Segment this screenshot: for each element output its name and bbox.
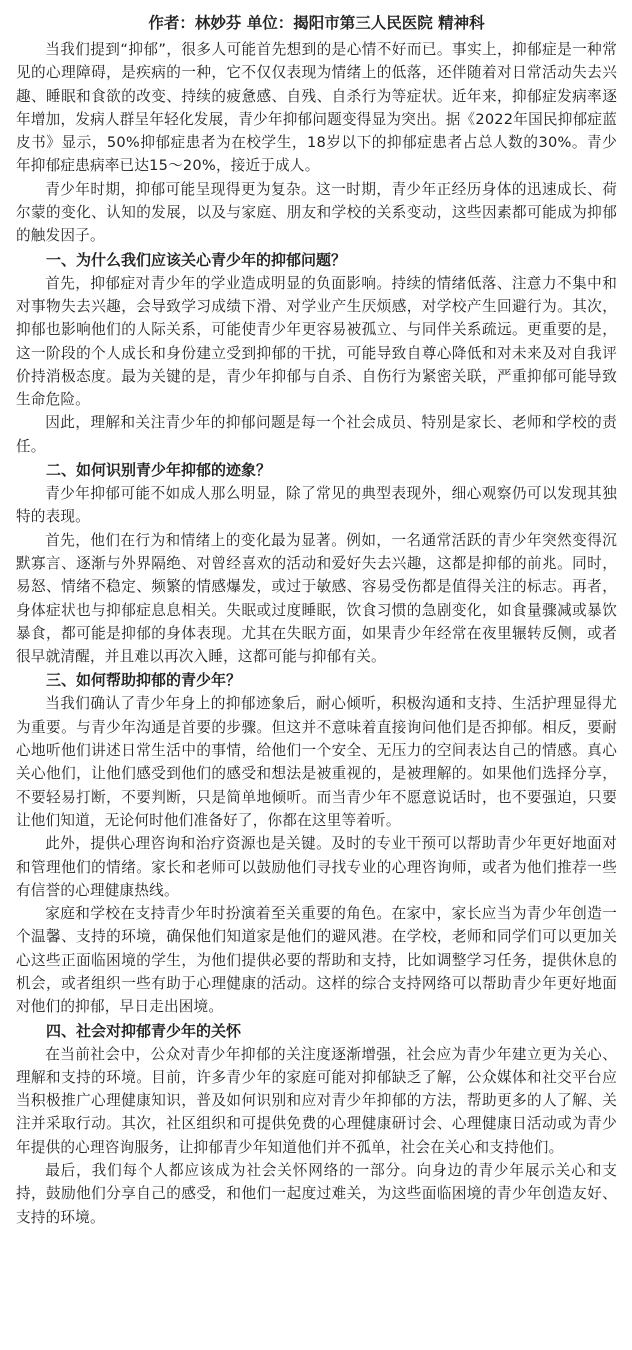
section-4-paragraph-1: 在当前社会中，公众对青少年抑郁的关注度逐渐增强，社会应为青少年建立更为关心、理解和支持的环境。目前，许多青少年的家庭可能对抑郁缺乏了解，公众媒体和社交平台应当积极推广心理健康知识，普及如何识别和应对青少年抑郁的方法，帮助更多的人了解、关注并采取行动。其次，社区组织和可提供免费的心理健康研讨会、心理健康日活动或为青少年提供的心理咨询服务，让抑郁青少年知道他们并不孤单，社会在关心和支持他们。 bbox=[16, 1045, 617, 1156]
section-2-paragraph-1: 青少年抑郁可能不如成人那么明显，除了常见的典型表现外，细心观察仍可以发现其独特的表现。 bbox=[16, 485, 617, 526]
section-2-heading: 二、如何识别青少年抑郁的迹象？ bbox=[46, 461, 272, 480]
section-3-paragraph-2: 此外，提供心理咨询和治疗资源也是关键。及时的专业干预可以帮助青少年更好地面对和管理他们的情绪。家长和老师可以鼓励他们寻找专业的心理咨询师，或者为他们推荐一些有信誉的心理健康热线。 bbox=[16, 835, 617, 899]
intro-paragraph-1: 当我们提到“抑郁”，很多人可能首先想到的是心情不好而已。事实上，抑郁症是一种常见的心理障碍，是疾病的一种，它不仅仅表现为情绪上的低落，还伴随着对日常活动失去兴趣、睡眠和食欲的改变、持续的疲惫感、自残、自杀行为等症状。近年来，抑郁症发病率逐年增加，发病人群呈年轻化发展，青少年抑郁问题变得显为突出。据《2022年国民抑郁症蓝皮书》显示，50%抑郁症患者为在校学生，18岁以下的抑郁症患者占总人数的30%。青少年抑郁症患病率已达15～20%，接近于成人。 bbox=[16, 41, 617, 175]
intro-paragraph-2: 青少年时期，抑郁可能呈现得更为复杂。这一时期，青少年正经历身体的迅速成长、荷尔蒙的变化、认知的发展，以及与家庭、朋友和学校的关系变动，这些因素都可能成为抑郁的触发因子。 bbox=[16, 180, 617, 245]
section-3-paragraph-3: 家庭和学校在支持青少年时扮演着至关重要的角色。在家中，家长应当为青少年创造一个温馨、支持的环境，确保他们知道家是他们的避风港。在学校，老师和同学们可以更加关心这些正面临困境的学生，为他们提供必要的帮助和支持，比如调整学习任务，提供休息的机会，或者组织一些有助于心理健康的活动。这样的综合支持网络可以帮助青少年更好地面对他们的抑郁，早日走出困境。 bbox=[16, 905, 617, 1016]
author-byline: 作者：林妙芬 单位：揭阳市第三人民医院 精神科 bbox=[148, 14, 485, 32]
section-3-heading: 三、如何帮助抑郁的青少年？ bbox=[46, 671, 242, 690]
section-1-heading: 一、为什么我们应该关心青少年的抑郁问题？ bbox=[46, 250, 347, 269]
section-3-paragraph-1: 当我们确认了青少年身上的抑郁迹象后，耐心倾听，积极沟通和支持、生活护理显得尤为重要。与青少年沟通是首要的步骤。但这并不意味着直接询问他们是否抑郁。相反，要耐心地听他们讲述日常生活中的事情，给他们一个安全、无压力的空间表达自己的情感。真心关心他们，让他们感受到他们的感受和想法是被重视的，是被理解的。如果他们选择分享，不要轻易打断，不要判断，只是简单地倾听。而当青少年不愿意说话时，也不要强迫，只要让他们知道，无论何时他们准备好了，你都在这里等着听。 bbox=[16, 695, 617, 829]
section-4-paragraph-2: 最后，我们每个人都应该成为社会关怀网络的一部分。向身边的青少年展示关心和支持，鼓励他们分享自己的感受，和他们一起度过难关，为这些面临困境的青少年创造友好、支持的环境。 bbox=[16, 1162, 617, 1226]
section-4-heading: 四、社会对抑郁青少年的关怀 bbox=[46, 1021, 242, 1040]
section-1-paragraph-2: 因此，理解和关注青少年的抑郁问题是每一个社会成员、特别是家长、老师和学校的责任。 bbox=[16, 414, 617, 455]
section-1-paragraph-1: 首先，抑郁症对青少年的学业造成明显的负面影响。持续的情绪低落、注意力不集中和对事物失去兴趣，会导致学习成绩下滑、对学业产生厌烦感，对学校产生回避行为。其次，抑郁也影响他们的人际关系，可能使青少年更容易被孤立、与同伴关系疏远。更重要的是，这一阶段的个人成长和身份建立受到抑郁的干扰，可能导致自尊心降低和对未来及对自我评价持消极态度。最为关键的是，青少年抑郁与自杀、自伤行为紧密关联，严重抑郁可能导致生命危险。 bbox=[16, 274, 617, 409]
section-2-paragraph-2: 首先，他们在行为和情绪上的变化最为显著。例如，一名通常活跃的青少年突然变得沉默寡言、逐渐与外界隔绝、对曾经喜欢的活动和爱好失去兴趣，这都是抑郁的前兆。同时，易怒、情绪不稳定、频繁的情感爆发，或过于敏感、容易受伤都是值得关注的标志。再者，身体症状也与抑郁症息息相关。失眠或过度睡眠，饮食习惯的急剧变化，如食量骤减或暴饮暴食，都可能是抑郁的身体表现。尤其在失眠方面，如果青少年经常在夜里辗转反侧，或者很早就清醒，并且难以再次入睡，这都可能与抑郁有关。 bbox=[16, 531, 617, 666]
